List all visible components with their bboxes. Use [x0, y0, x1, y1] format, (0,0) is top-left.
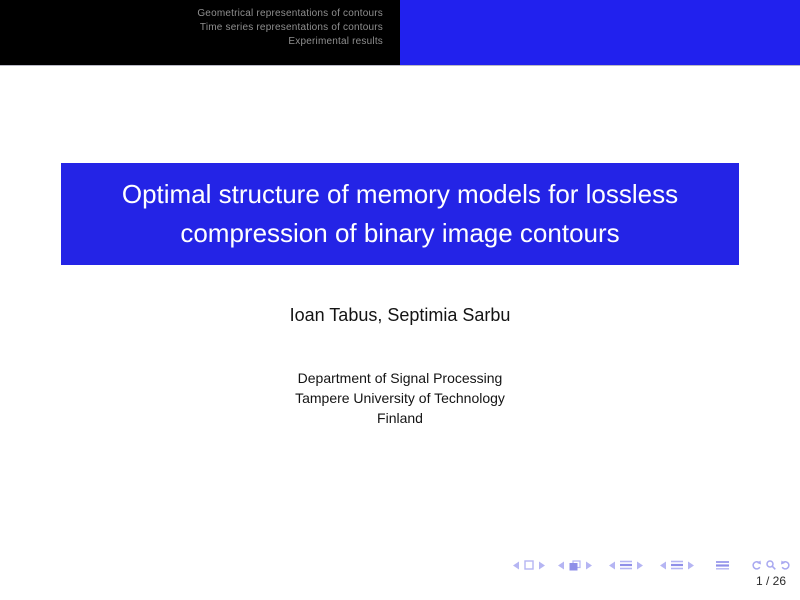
header-section-time-series[interactable]: Time series representations of contours [199, 22, 383, 33]
next-section-icon[interactable] [688, 561, 694, 570]
header-accent-panel [400, 0, 800, 65]
next-slide-icon[interactable] [539, 561, 545, 570]
authors-line: Ioan Tabus, Septimia Sarbu [289, 305, 511, 325]
prev-slide-icon[interactable] [513, 561, 519, 570]
slide-title-line-2: compression of binary image contours [180, 218, 620, 248]
history-nav-group [748, 560, 793, 570]
frame-nav-group [555, 560, 594, 571]
presentation-icon[interactable] [716, 560, 729, 570]
institute-university: Tampere University of Technology [295, 390, 505, 406]
forward-icon[interactable] [781, 560, 791, 570]
header-bar [0, 0, 800, 65]
prev-subsection-icon[interactable] [609, 561, 615, 570]
back-icon[interactable] [751, 560, 761, 570]
header-section-list [0, 0, 400, 65]
subsection-nav-group [606, 560, 645, 570]
institute-department: Department of Signal Processing [297, 370, 503, 386]
slide-title-box [61, 163, 739, 265]
slide-title-line-1: Optimal structure of memory models for lossless [121, 179, 679, 209]
section-icon[interactable] [671, 560, 683, 570]
beamer-navigation-bar [510, 559, 785, 571]
institute-country: Finland [377, 410, 423, 426]
subsection-icon[interactable] [620, 560, 632, 570]
next-frame-icon[interactable] [586, 561, 592, 570]
frame-icon[interactable] [569, 560, 581, 571]
header-divider [0, 65, 800, 66]
section-nav-group [657, 560, 696, 570]
prev-frame-icon[interactable] [558, 561, 564, 570]
page-indicator: 1 / 26 [755, 574, 786, 588]
header-section-experimental[interactable]: Experimental results [288, 36, 383, 47]
institute-block [0, 368, 800, 428]
search-icon[interactable] [766, 560, 776, 570]
header-section-geometrical[interactable]: Geometrical representations of contours [197, 8, 383, 19]
next-subsection-icon[interactable] [637, 561, 643, 570]
slide-nav-group [510, 560, 547, 570]
presentation-nav-group [713, 560, 731, 570]
slide-icon[interactable] [524, 560, 534, 570]
prev-section-icon[interactable] [660, 561, 666, 570]
